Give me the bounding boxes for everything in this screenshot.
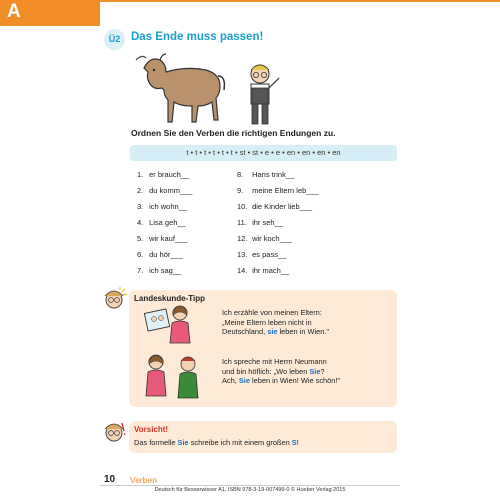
exercise-title: Das Ende muss passen! bbox=[131, 31, 264, 43]
tip-paragraph-parents: Ich erzähle von meinen Eltern: „Meine Eltern leben nicht in Deutschland, sie leben in Wien." bbox=[222, 308, 329, 337]
footer-credit: Deutsch für Besserwisser A1, ISBN 978-3-19-007499-0 © Hueber Verlag 2015 bbox=[154, 487, 346, 493]
list-item: 9. meine Eltern leb___ bbox=[237, 186, 319, 195]
horse-illustration bbox=[130, 46, 230, 126]
tip-paragraph-formal: Ich spreche mit Herrn Neumann und bin höflich: „Wo leben Sie? Ach, Sie leben in Wien! Wie schön!" bbox=[222, 357, 341, 386]
chapter-name: Verben bbox=[130, 475, 157, 485]
section-letter: A bbox=[7, 1, 21, 22]
list-item: 13. es pass__ bbox=[237, 250, 287, 259]
page-number: 10 bbox=[104, 474, 116, 485]
list-item: 8. Hans trink__ bbox=[237, 170, 295, 179]
list-item: 12. wir koch___ bbox=[237, 234, 293, 243]
exercise-instruction: Ordnen Sie den Verben die richtigen Endungen zu. bbox=[131, 128, 336, 138]
header-rule bbox=[100, 0, 500, 2]
list-item: 5. wir kauf___ bbox=[137, 234, 188, 243]
footer-rule bbox=[100, 485, 400, 486]
list-item: 3. ich wohn__ bbox=[137, 202, 188, 211]
list-item: 10. die Kinder lieb___ bbox=[237, 202, 313, 211]
list-item: 7. ich sag__ bbox=[137, 266, 182, 275]
section-tab bbox=[0, 0, 100, 26]
list-item: 2. du komm___ bbox=[137, 186, 193, 195]
man-illustration bbox=[240, 60, 290, 128]
list-item: 11. ihr seh__ bbox=[237, 218, 283, 227]
list-item: 1. er brauch__ bbox=[137, 170, 190, 179]
tip-title: Landeskunde-Tipp bbox=[134, 294, 205, 303]
teacher-avatar-icon bbox=[100, 286, 128, 314]
warning-text: Das formelle Sie schreibe ich mit einem großen S! bbox=[134, 438, 299, 447]
parents-photo-illustration bbox=[140, 303, 200, 351]
warning-box bbox=[129, 421, 397, 453]
list-item: 6. du hör___ bbox=[137, 250, 183, 259]
list-item: 4. Lisa geh__ bbox=[137, 218, 186, 227]
teacher-warning-avatar-icon bbox=[100, 419, 128, 447]
endings-bank: t • t • t • t • t • t • st • st • e • e • en • en • en • en bbox=[130, 145, 397, 161]
exercise-badge: Ü2 bbox=[104, 29, 125, 50]
warning-title: Vorsicht! bbox=[134, 425, 169, 434]
list-item: 14. ihr mach__ bbox=[237, 266, 290, 275]
conversation-illustration bbox=[140, 350, 210, 404]
